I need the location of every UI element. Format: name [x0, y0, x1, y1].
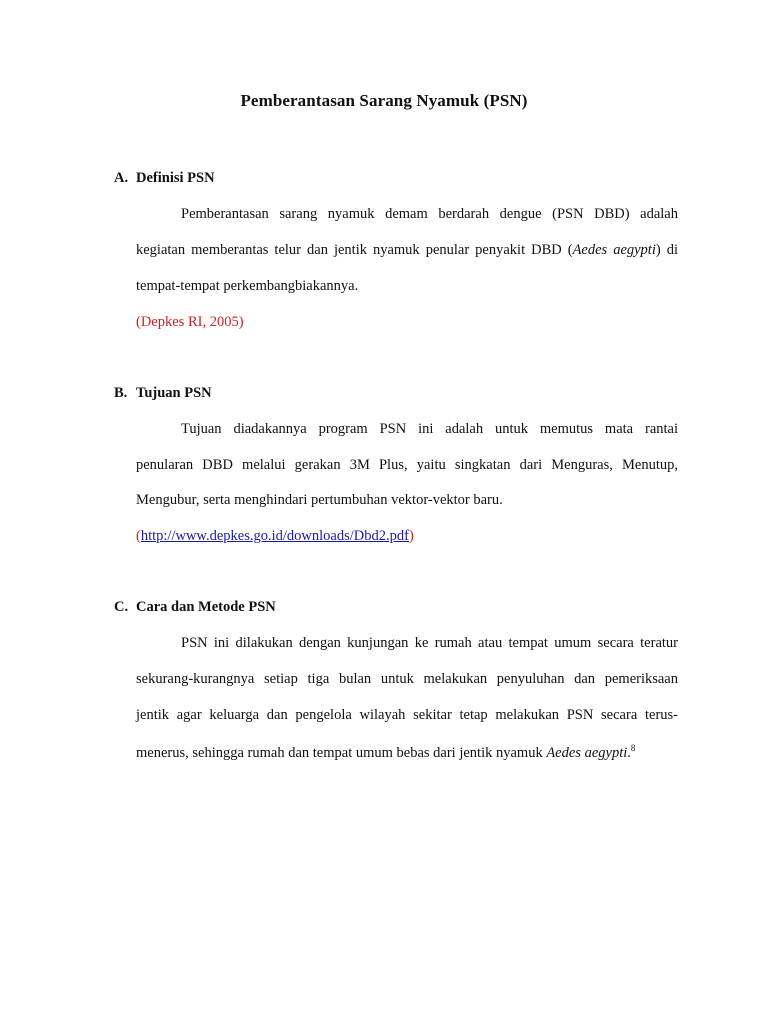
- section-b-heading: [114, 385, 212, 402]
- paragraph-line: tempat-tempat perkembangbiakannya.: [136, 278, 359, 294]
- paragraph-line: PSN ini dilakukan dengan kunjungan ke rumah atau tempat umum secara teratur: [181, 635, 678, 651]
- paragraph-line: Pemberantasan sarang nyamuk demam berdarah dengue (PSN DBD) adalah: [181, 206, 678, 222]
- section-letter: A.: [114, 170, 129, 186]
- citation-link[interactable]: http://www.depkes.go.id/downloads/Dbd2.pdf: [140, 528, 409, 544]
- section-title: Definisi PSN: [136, 170, 215, 186]
- citation: (http://www.depkes.go.id/downloads/Dbd2.pdf): [136, 528, 414, 544]
- paragraph-line: sekurang-kurangnya setiap tiga bulan untuk melakukan penyuluhan dan pemeriksaan: [136, 671, 678, 687]
- footnote-ref: 8: [630, 743, 636, 753]
- paragraph-line: jentik agar keluarga dan pengelola wilayah sekitar tetap melakukan PSN secara terus-: [136, 707, 678, 723]
- section-a-heading: [114, 170, 215, 187]
- section-c-heading: [114, 599, 276, 616]
- paragraph-line: Tujuan diadakannya program PSN ini adalah untuk memutus mata rantai: [181, 421, 678, 437]
- section-title: Tujuan PSN: [136, 385, 212, 401]
- species-name: Aedes aegypti: [572, 242, 656, 258]
- paragraph-line: Mengubur, serta menghindari pertumbuhan vektor-vektor baru.: [136, 492, 503, 508]
- section-title: Cara dan Metode PSN: [136, 599, 276, 615]
- paragraph-line: menerus, sehingga rumah dan tempat umum bebas dari jentik nyamuk Aedes aegypti.$^8$: [136, 743, 636, 761]
- page-title: Pemberantasan Sarang Nyamuk (PSN): [240, 91, 528, 110]
- section-letter: C.: [114, 599, 129, 615]
- citation: (Depkes RI, 2005): [136, 314, 244, 330]
- paragraph-line: penularan DBD melalui gerakan 3M Plus, yaitu singkatan dari Menguras, Menutup,: [136, 457, 678, 473]
- paragraph-line: kegiatan memberantas telur dan jentik nyamuk penular penyakit DBD (Aedes aegypti) di: [136, 242, 678, 258]
- species-name: Aedes aegypti: [546, 745, 628, 761]
- section-letter: B.: [114, 385, 128, 401]
